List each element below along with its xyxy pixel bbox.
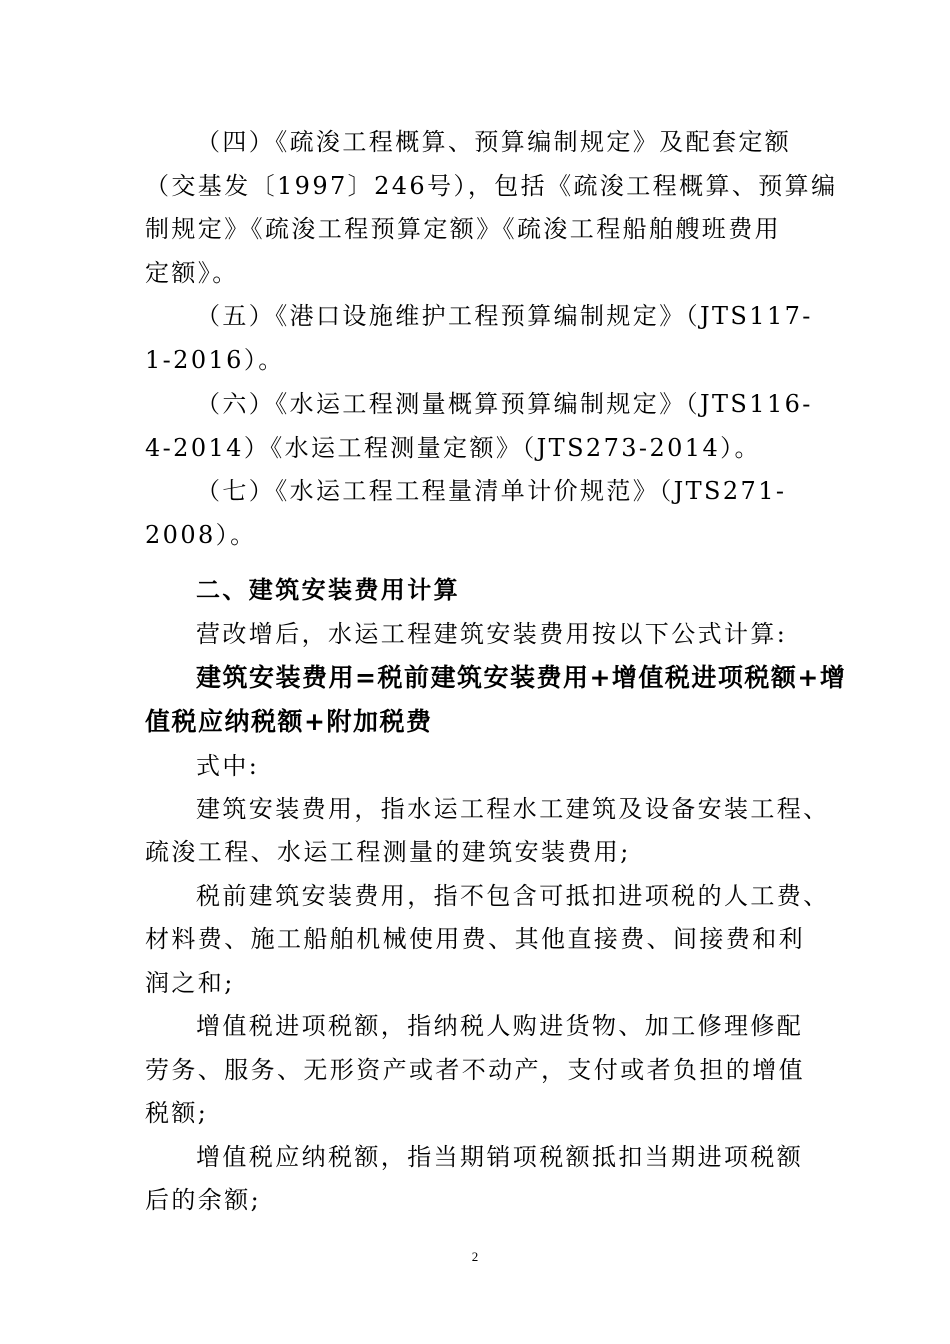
text-line: 制规定》《疏浚工程预算定额》《疏浚工程船舶艘班费用 [145,215,781,243]
text-line: 税额; [145,1099,209,1127]
formula-line: 值税应纳税额+附加税费 [145,707,433,736]
text-line: 后的余额; [145,1186,262,1214]
text-line: 式中: [196,752,260,780]
formula-line: 建筑安装费用=税前建筑安装费用+增值税进项税额+增 [196,663,847,692]
text-line: 增值税进项税额，指纳税人购进货物、加工修理修配 [196,1012,804,1040]
text-line: 营改增后，水运工程建筑安装费用按以下公式计算: [196,620,788,648]
text-line: 定额》。 [145,259,239,287]
text-line: 建筑安装费用，指水运工程水工建筑及设备安装工程、 [196,795,830,823]
text-line: 润之和; [145,969,235,997]
text-line: 增值税应纳税额，指当期销项税额抵扣当期进项税额 [196,1143,804,1171]
text-line: （交基发〔1997〕246号），包括《疏浚工程概算、预算编 [145,172,838,200]
text-line: 1-2016）。 [145,346,285,374]
text-line: （六）《水运工程测量概算预算编制规定》（JTS116- [196,390,813,418]
text-line: 疏浚工程、水运工程测量的建筑安装费用; [145,838,631,866]
text-line: （四）《疏浚工程概算、预算编制规定》及配套定额 [196,128,792,156]
section-heading: 二、建筑安装费用计算 [196,576,460,604]
text-line: （七）《水运工程工程量清单计价规范》（JTS271- [196,477,787,505]
text-line: （五）《港口设施维护工程预算编制规定》（JTS117- [196,302,813,330]
page-number: 2 [471,1249,479,1264]
text-line: 2008）。 [145,521,257,549]
text-line: 劳务、服务、无形资产或者不动产，支付或者负担的增值 [145,1056,805,1084]
text-line: 材料费、施工船舶机械使用费、其他直接费、间接费和利 [145,925,805,953]
text-line: 4-2014）《水运工程测量定额》（JTS273-2014）。 [145,434,761,462]
text-line: 税前建筑安装费用，指不包含可抵扣进项税的人工费、 [196,882,830,910]
